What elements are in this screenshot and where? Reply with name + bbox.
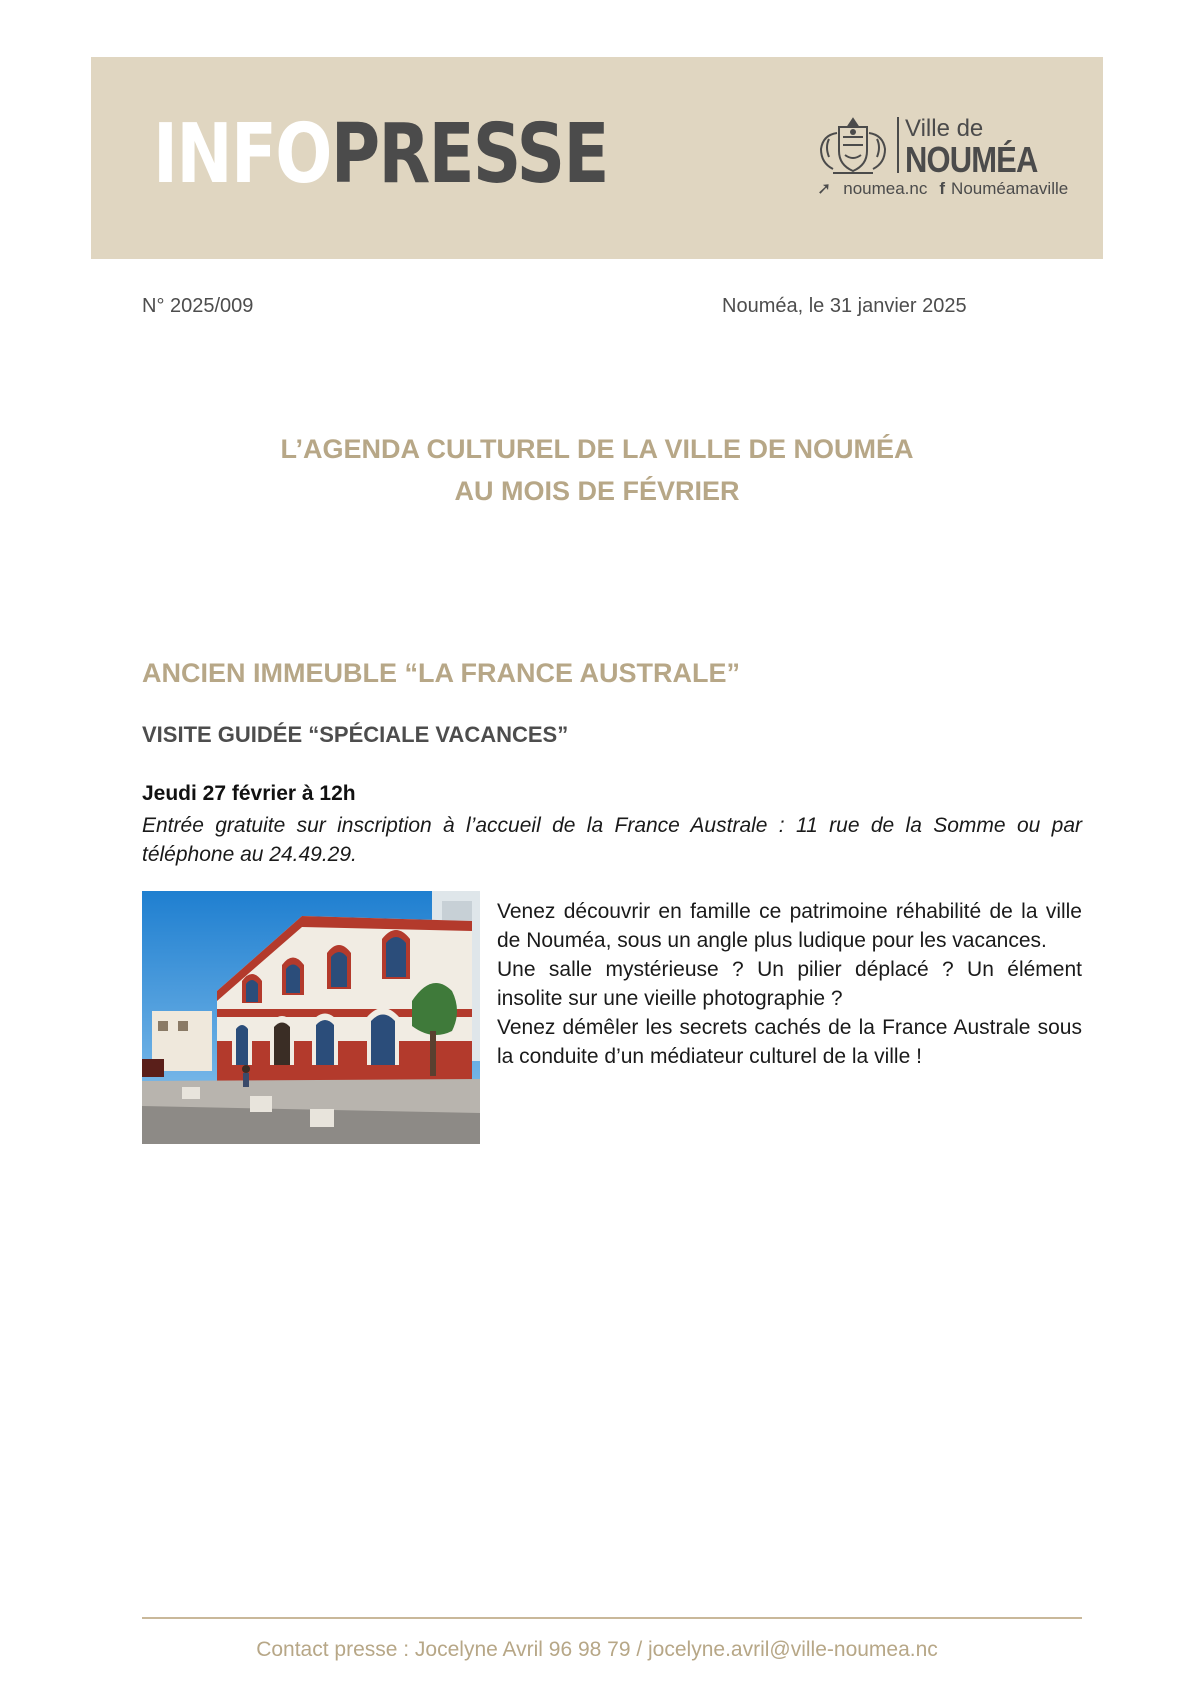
ville-de-noumea-logo [815, 115, 1069, 205]
website-link[interactable]: noumea.nc [843, 179, 928, 198]
page-title-line2: AU MOIS DE FÉVRIER [454, 476, 740, 506]
facebook-link[interactable]: Nouméamaville [951, 179, 1069, 198]
press-contact: Contact presse : Jocelyne Avril 96 98 79 / jocelyne.avril@ville-noumea.nc [256, 1638, 938, 1661]
info-presse-wordmark [153, 107, 608, 202]
section-title: ANCIEN IMMEUBLE “LA FRANCE AUSTRALE” [142, 658, 740, 688]
logo-ville-de: Ville de [905, 115, 984, 142]
building-photo [142, 891, 480, 1144]
description-paragraph-3: Venez démêler les secrets cachés de la France Australe sous la conduite d’un médiateur culturel de la ville ! [497, 1016, 1082, 1068]
description [497, 897, 1082, 1071]
logo-noumea: NOUMÉA [905, 139, 1038, 180]
event-date: Jeudi 27 février à 12h [142, 782, 356, 805]
city-crest-icon [815, 115, 891, 179]
event-info: Entrée gratuite sur inscription à l’accueil de la France Australe : 11 rue de la Somme ou par téléphone au 24.49.29. [142, 814, 1082, 866]
footer-divider [142, 1617, 1082, 1619]
logo-links [817, 179, 1080, 199]
logo-separator [897, 117, 899, 173]
page-title-line1: L’AGENDA CULTUREL DE LA VILLE DE NOUMÉA [280, 434, 914, 464]
section-subtitle: VISITE GUIDÉE “SPÉCIALE VACANCES” [142, 722, 569, 747]
send-icon: ➚ [817, 179, 832, 198]
page-title [91, 428, 1103, 512]
press-release-date: Nouméa, le 31 janvier 2025 [722, 295, 967, 317]
facebook-icon: f [939, 179, 946, 198]
brand-info: INFO [153, 107, 331, 202]
description-paragraph-2: Une salle mystérieuse ? Un pilier déplacé ? Un élément insolite sur une vieille photographie ? [497, 958, 1082, 1010]
building-illustration [142, 891, 480, 1144]
press-release-number: N° 2025/009 [142, 295, 254, 317]
header-banner [91, 57, 1103, 259]
description-paragraph-1: Venez découvrir en famille ce patrimoine réhabilité de la ville de Nouméa, sous un angle plus ludique pour les vacances. [497, 900, 1082, 952]
brand-presse: PRESSE [330, 107, 608, 202]
